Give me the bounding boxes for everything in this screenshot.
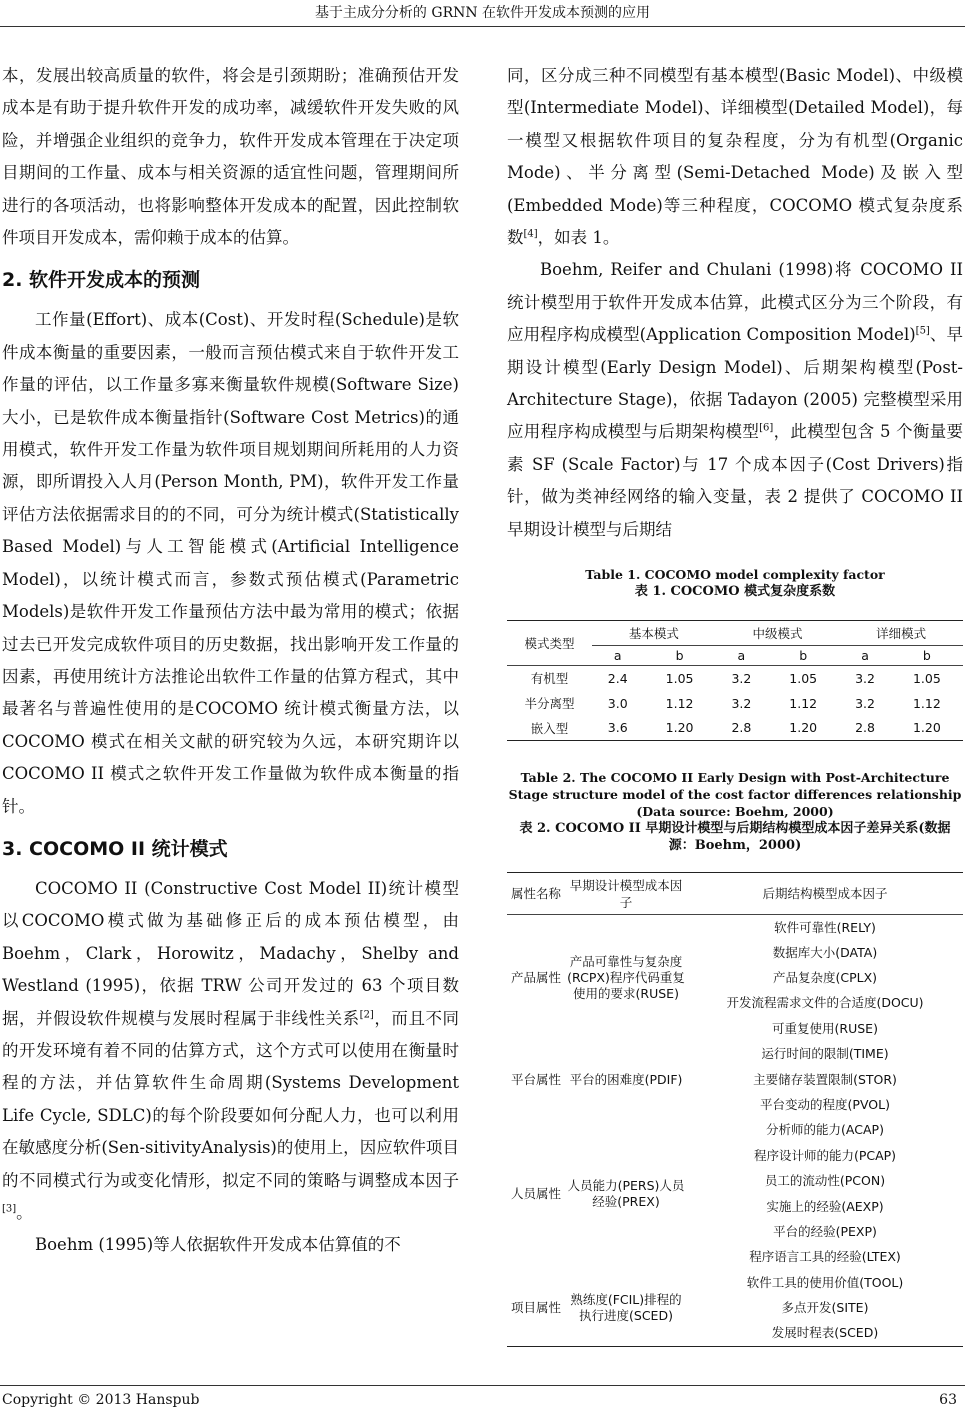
intro-paragraph: 本，发展出较高质量的软件，将会是引颈期盼；准确预估开发成本是有助于提升软件开发的成功率，减缓软件开发失败的风险，并增强企业组织的竞争力，软件开发成本管理在于决定项目期间的工作量、成本与相关资源的适宜性问题，管理期间所进行的各项活动，也将影响整体开发成本的配置，因此控制软件项目开发成本，需仰赖于成本的估算。 <box>2 66 459 248</box>
cocomo2-paragraph <box>507 254 963 546</box>
table-1-group-header: 详细模式 <box>876 626 927 642</box>
table-1-caption-zh: 表 1. COCOMO 模式复杂度系数 <box>634 584 836 600</box>
table-cell: 1.20 <box>789 720 818 736</box>
cocomo2-text-a: Boehm, Reifer and Chulani (1998)将 COCOMO II 统计模型用于软件开发成本估算，此模式区分为三个阶段，有应用程序构成模型(Application Composition Model) <box>507 260 963 345</box>
table-cell: 3.2 <box>731 670 752 686</box>
table-2-post-factor: 发展时程表(SCED) <box>771 1325 879 1341</box>
table-1-subheader: a <box>613 648 622 664</box>
table-cell: 2.8 <box>731 720 752 736</box>
table-2-header: 后期结构模型成本因子 <box>687 873 963 915</box>
table-cell: 1.12 <box>912 695 941 711</box>
table-2-post-factor: 实施上的经验(AEXP) <box>766 1198 884 1214</box>
boehm-paragraph-start: Boehm (1995)等人依据软件开发成本估算值的不 <box>35 1235 401 1255</box>
table-cell: 3.2 <box>855 695 875 711</box>
citation-2: [2] <box>359 1009 374 1021</box>
table-cell: 2.8 <box>855 720 875 736</box>
table-2-caption-en: Table 2. The COCOMO II Early Design with Post-Architecture Stage structure model of the cost factor differences relationship (Data source: Boehm, 2000) <box>508 770 962 820</box>
section-2-paragraph: 工作量(Effort)、成本(Cost)、开发时程(Schedule)是软件成本衡量的重要因素，一般而言预估模式来自于软件开发工作量的评估，以工作量多寡来衡量软件规模(Software Size)大小，已是软件成本衡量指针(Software Cost Metrics)的通用模式，软件开发工作量为软件项目规划期间所耗用的人力资源，即所谓投入人月(Person Month, PM)，软件开发工作量评估方法依据需求目的的不同，可分为统计模式(Statistically Based Model)与人工智能模式(Artificial Intelligence Model)，以统计模式而言，参数式预估模式(Parametric Models)是软件开发工作量预估方法中最为常用的模式；依据过去已开发完成软件项目的历史数据，找出影响开发工作量的因素，再使用统计方法推论出软件工作量的估算方程式，其中最著名与普遍性使用的是COCOMO 统计模式衡量方法，以 COCOMO 模式在相关文献的研究较为久远，本研究期许以 COCOMO II 模式之软件开发工作量做为软件成本衡量的指针。 <box>2 310 459 816</box>
table-2-post-factor: 产品复杂度(CPLX) <box>772 970 878 986</box>
table-1-subheader: b <box>799 648 808 664</box>
models-text-end: ，如表 1。 <box>537 228 620 248</box>
table-1-block <box>507 566 963 741</box>
table-cell: 3.2 <box>731 695 752 711</box>
footer-copyright: Copyright © 2013 Hanspub <box>2 1392 200 1408</box>
table-row-label: 嵌入型 <box>530 720 569 736</box>
table-2-post-factor: 平台变动的程度(PVOL) <box>760 1097 890 1113</box>
cocomo2-text-b: 、早期设计模型(Early Design Model)、后期架构模型(Post-Architecture Stage)，依据 Tadayon (2005) 完整模型采用应用程序构成模型与后期架构模型 <box>507 325 964 442</box>
table-cell: 1.20 <box>665 720 694 736</box>
footer-rule <box>0 1385 965 1386</box>
models-paragraph <box>507 60 963 254</box>
table-row <box>507 666 963 691</box>
table-2-post-factor: 主要储存装置限制(STOR) <box>753 1071 897 1087</box>
section-3-paragraph <box>2 873 459 1229</box>
table-2-post-factor: 程序设计师的能力(PCAP) <box>753 1147 897 1163</box>
table-2-early-factor: 人员能力(PERS)人员经验(PREX) <box>567 1177 685 1209</box>
citation-4: [4] <box>523 228 538 240</box>
table-2-attribute: 产品属性 <box>510 970 561 986</box>
table-1-subheader: b <box>675 648 684 664</box>
citation-3: [3] <box>2 1203 17 1215</box>
citation-6: [6] <box>759 422 774 434</box>
table-2-early-factor: 平台的困难度(PDIF) <box>569 1071 683 1087</box>
table-2-post-factor: 分析师的能力(ACAP) <box>766 1122 884 1138</box>
table-cell: 1.20 <box>912 720 941 736</box>
table-1-subheader: a <box>861 648 869 664</box>
table-cell: 2.4 <box>607 670 628 686</box>
table-2-header: 属性名称 <box>507 873 565 915</box>
table-row <box>507 691 963 716</box>
table-2-post-factor: 软件可靠性(RELY) <box>774 919 876 935</box>
header-rule <box>0 26 965 27</box>
table-1-subheader: b <box>922 648 931 664</box>
right-column <box>507 60 963 1347</box>
table-cell: 3.2 <box>855 670 875 686</box>
table-2-header: 早期设计模型成本因子 <box>565 873 687 915</box>
table-2-early-factor: 产品可靠性与复杂度(RCPX)程序代码重复使用的要求(RUSE) <box>567 954 685 1002</box>
table-2-post-factor: 开发流程需求文件的合适度(DOCU) <box>726 995 924 1011</box>
table-2-attribute: 人员属性 <box>510 1185 561 1201</box>
table-2-caption-zh: 表 2. COCOMO II 早期设计模型与后期结构模型成本因子差异关系(数据源：Boehm，2000) <box>519 821 951 854</box>
table-2-post-factor: 软件工具的使用价值(TOOL) <box>746 1274 904 1290</box>
table-2 <box>507 872 963 1347</box>
section-3-heading: 3. COCOMO II 统计模式 <box>2 837 228 860</box>
table-2-attribute: 项目属性 <box>510 1299 561 1315</box>
section-3-text-end: 。 <box>16 1203 33 1222</box>
table-1-caption-en: Table 1. COCOMO model complexity factor <box>585 567 885 583</box>
table-1-group-header: 基本模式 <box>628 626 679 642</box>
table-row <box>507 1042 963 1067</box>
citation-5: [5] <box>915 325 930 337</box>
table-cell: 3.6 <box>607 720 628 736</box>
table-cell: 1.05 <box>789 670 818 686</box>
table-cell: 1.12 <box>789 695 818 711</box>
models-text: 同，区分成三种不同模型有基本模型(Basic Model)、中级模型(Intermediate Model)、详细模型(Detailed Model)，每一模型又根据软件项目的复杂程度，分为有机型(Organic Mode)、半分离型(Semi-Detached Mode)及嵌入型(Embedded Mode)等三种程度，COCOMO 模式复杂度系数 <box>507 66 963 248</box>
table-row-label: 有机型 <box>530 671 569 687</box>
table-2-block <box>507 769 963 1347</box>
table-row <box>507 1270 963 1295</box>
table-row-label: 半分离型 <box>524 696 575 712</box>
table-2-early-factor: 熟练度(FCIL)排程的执行进度(SCED) <box>570 1291 682 1323</box>
table-cell: 1.05 <box>665 670 694 686</box>
table-1-group-header: 中级模式 <box>752 626 803 642</box>
section-2-heading: 2. 软件开发成本的预测 <box>2 269 201 292</box>
table-1-corner: 模式类型 <box>524 635 575 651</box>
table-cell: 1.05 <box>912 670 941 686</box>
cocomo2-text-c: ，此模型包含 5 个衡量要素 SF (Scale Factor)与 17 个成本因子(Cost Drivers)指针，做为类神经网络的输入变量，表 2 提供了 COCOMO II 早期设计模型与后期结 <box>507 422 964 539</box>
table-2-post-factor: 平台的经验(PEXP) <box>773 1223 877 1239</box>
left-column <box>2 60 459 1262</box>
running-header: 基于主成分分析的 GRNN 在软件开发成本预测的应用 <box>314 5 651 21</box>
table-2-post-factor: 数据库大小(DATA) <box>772 944 878 960</box>
table-2-post-factor: 多点开发(SITE) <box>781 1300 869 1316</box>
table-2-post-factor: 运行时间的限制(TIME) <box>761 1046 889 1062</box>
table-2-attribute: 平台属性 <box>510 1071 561 1087</box>
table-1-subheader: a <box>737 648 746 664</box>
table-row <box>507 1118 963 1143</box>
section-3-text-b: ，而且不同的开发环境有着不同的估算方式，这个方式可以使用在衡量时程的方法，并估算软件生命周期(Systems Development Life Cycle, SDLC)的每个阶段要如何分配人力，也可以利用在敏感度分析(Sen-sitivityAnalysis)的使用上，因应软件项目的不同模式行为或变化情形，拟定不同的策略与调整成本因子 <box>2 1008 460 1190</box>
page-number: 63 <box>939 1392 957 1408</box>
table-cell: 1.12 <box>665 695 694 711</box>
table-row <box>507 716 963 741</box>
section-3-text-a: COCOMO II (Constructive Cost Model II)统计模型以COCOMO模式做为基础修正后的成本预估模型，由 Boehm，Clark，Horowitz，Madachy，Shelby and Westland (1995)，依据 TRW 公司开发过的 63 个项目数据，并假设软件规模与发展时程属于非线性关系 <box>2 878 459 1028</box>
table-1 <box>507 620 963 741</box>
table-2-post-factor: 可重复使用(RUSE) <box>772 1020 878 1036</box>
table-2-post-factor: 程序语言工具的经验(LTEX) <box>749 1249 901 1265</box>
table-cell: 3.0 <box>607 695 628 711</box>
table-2-post-factor: 员工的流动性(PCON) <box>764 1173 886 1189</box>
table-row <box>507 915 963 940</box>
